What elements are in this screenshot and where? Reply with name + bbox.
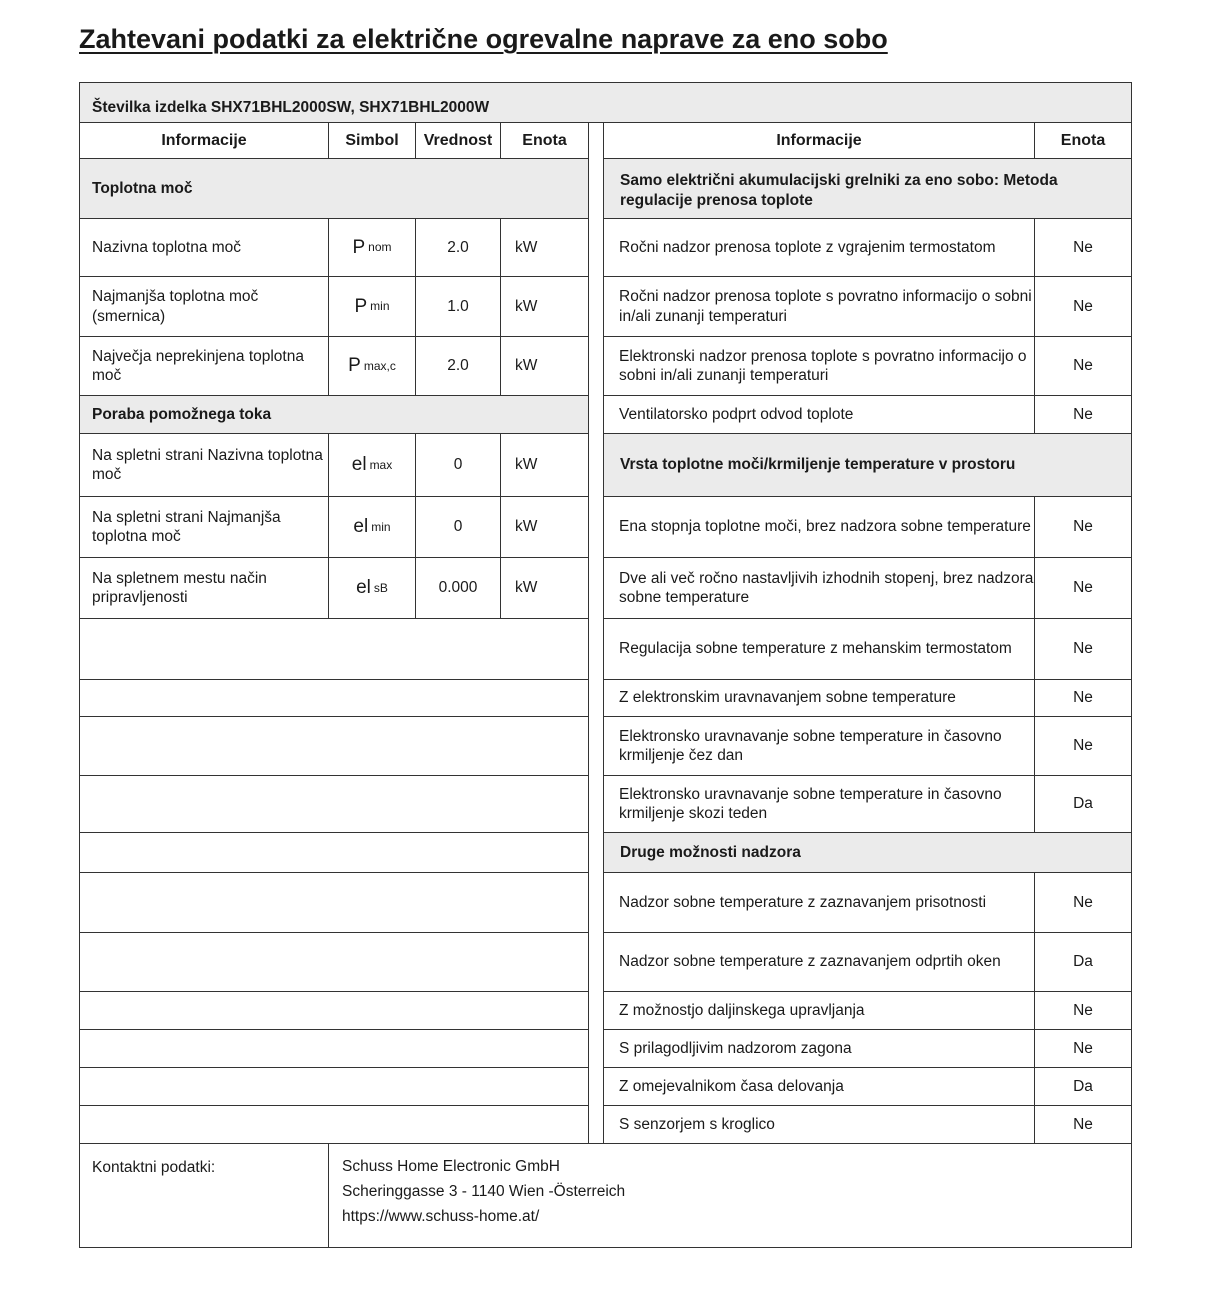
table-row-value: 0 bbox=[415, 496, 501, 558]
table-row-value: Ne bbox=[1034, 716, 1132, 776]
section-auxiliary-power: Poraba pomožnega toka bbox=[79, 395, 589, 434]
table-row-value: Da bbox=[1034, 932, 1132, 992]
empty-row bbox=[79, 716, 589, 776]
empty-row bbox=[79, 1067, 589, 1106]
contact-address: Scheringgasse 3 - 1140 Wien -Österreich bbox=[342, 1183, 626, 1200]
table-row-info: Ročni nadzor prenosa toplote z vgrajenim termostatom bbox=[603, 218, 1035, 277]
empty-row bbox=[79, 932, 589, 992]
table-row-value: 2.0 bbox=[415, 218, 501, 277]
table-row-value: Ne bbox=[1034, 1029, 1132, 1068]
table-row-value: 0 bbox=[415, 433, 501, 497]
table-row-info: Z možnostjo daljinskega upravljanja bbox=[603, 991, 1035, 1030]
table-row-info: Najmanjša toplotna moč (smernica) bbox=[79, 276, 329, 337]
table-row-unit: kW bbox=[500, 557, 589, 619]
table-row-info: Nadzor sobne temperature z zaznavanjem odprtih oken bbox=[603, 932, 1035, 992]
table-row-symbol: P max,c bbox=[328, 336, 416, 396]
table-row-symbol: el sB bbox=[328, 557, 416, 619]
right-header-unit: Enota bbox=[1034, 122, 1132, 159]
table-row-value: Ne bbox=[1034, 1105, 1132, 1144]
product-number: Številka izdelka SHX71BHL2000SW, SHX71BHL2000W bbox=[79, 82, 1132, 123]
empty-row bbox=[79, 991, 589, 1030]
table-row-value: Da bbox=[1034, 1067, 1132, 1106]
section-other-control: Druge možnosti nadzora bbox=[603, 832, 1132, 873]
empty-row bbox=[79, 832, 589, 873]
table-row-value: Ne bbox=[1034, 679, 1132, 717]
left-header-info: Informacije bbox=[79, 122, 329, 159]
empty-row bbox=[79, 1029, 589, 1068]
empty-row bbox=[79, 618, 589, 680]
section-heat-output-type: Vrsta toplotne moči/krmiljenje temperature v prostoru bbox=[603, 433, 1132, 497]
table-row-info: Na spletni strani Najmanjša toplotna moč bbox=[79, 496, 329, 558]
table-row-value: Ne bbox=[1034, 496, 1132, 558]
table-row-unit: kW bbox=[500, 276, 589, 337]
section-heat-output: Toplotna moč bbox=[79, 158, 589, 219]
table-row-info: Elektronsko uravnavanje sobne temperature in časovno krmiljenje čez dan bbox=[603, 716, 1035, 776]
table-row-info: S senzorjem s kroglico bbox=[603, 1105, 1035, 1144]
table-row-value: Ne bbox=[1034, 218, 1132, 277]
left-header-symbol: Simbol bbox=[328, 122, 416, 159]
table-row-info: Nazivna toplotna moč bbox=[79, 218, 329, 277]
table-row-info: Elektronsko uravnavanje sobne temperature in časovno krmiljenje skozi teden bbox=[603, 775, 1035, 833]
contact-company: Schuss Home Electronic GmbH bbox=[342, 1158, 560, 1175]
table-row-info: Ventilatorsko podprt odvod toplote bbox=[603, 395, 1035, 434]
empty-row bbox=[79, 679, 589, 717]
table-row-value: Ne bbox=[1034, 336, 1132, 396]
page-title: Zahtevani podatki za električne ogrevalne naprave za eno sobo bbox=[79, 24, 888, 54]
table-row-symbol: P nom bbox=[328, 218, 416, 277]
table-row-value: 2.0 bbox=[415, 336, 501, 396]
table-row-symbol: el max bbox=[328, 433, 416, 497]
table-row-value: Ne bbox=[1034, 395, 1132, 434]
table-row-symbol: P min bbox=[328, 276, 416, 337]
table-row-value: 1.0 bbox=[415, 276, 501, 337]
table-row-info: Elektronski nadzor prenosa toplote s povratno informacijo o sobni in/ali zunanji temperaturi bbox=[603, 336, 1035, 396]
table-row-value: Da bbox=[1034, 775, 1132, 833]
table-row-value: Ne bbox=[1034, 276, 1132, 337]
table-row-info: Največja neprekinjena toplotna moč bbox=[79, 336, 329, 396]
table-row-info: Ena stopnja toplotne moči, brez nadzora sobne temperature bbox=[603, 496, 1035, 558]
table-row-info: Regulacija sobne temperature z mehanskim termostatom bbox=[603, 618, 1035, 680]
table-row-value: Ne bbox=[1034, 618, 1132, 680]
table-row-unit: kW bbox=[500, 336, 589, 396]
table-row-info: Ročni nadzor prenosa toplote s povratno informacijo o sobni in/ali zunanji temperaturi bbox=[603, 276, 1035, 337]
section-storage-heaters: Samo električni akumulacijski grelniki za eno sobo: Metoda regulacije prenosa toplote bbox=[603, 158, 1132, 219]
left-header-unit: Enota bbox=[500, 122, 589, 159]
table-row-info: Nadzor sobne temperature z zaznavanjem prisotnosti bbox=[603, 872, 1035, 933]
table-row-symbol: el min bbox=[328, 496, 416, 558]
table-row-unit: kW bbox=[500, 433, 589, 497]
left-header-value: Vrednost bbox=[415, 122, 501, 159]
table-row-info: Na spletnem mestu način pripravljenosti bbox=[79, 557, 329, 619]
contact-label: Kontaktni podatki: bbox=[79, 1143, 329, 1248]
table-row-value: Ne bbox=[1034, 991, 1132, 1030]
table-row-value: Ne bbox=[1034, 557, 1132, 619]
table-row-info: Z omejevalnikom časa delovanja bbox=[603, 1067, 1035, 1106]
table-row-value: 0.000 bbox=[415, 557, 501, 619]
empty-row bbox=[79, 872, 589, 933]
table-row-unit: kW bbox=[500, 218, 589, 277]
contact-url[interactable]: https://www.schuss-home.at/ bbox=[342, 1208, 540, 1225]
empty-row bbox=[79, 775, 589, 833]
table-row-unit: kW bbox=[500, 496, 589, 558]
table-row-info: Na spletni strani Nazivna toplotna moč bbox=[79, 433, 329, 497]
contact-details bbox=[328, 1143, 1132, 1248]
table-row-value: Ne bbox=[1034, 872, 1132, 933]
right-header-info: Informacije bbox=[603, 122, 1035, 159]
table-row-info: S prilagodljivim nadzorom zagona bbox=[603, 1029, 1035, 1068]
column-separator bbox=[588, 122, 604, 1144]
empty-row bbox=[79, 1105, 589, 1144]
table-row-info: Z elektronskim uravnavanjem sobne temperature bbox=[603, 679, 1035, 717]
table-row-info: Dve ali več ročno nastavljivih izhodnih stopenj, brez nadzora sobne temperature bbox=[603, 557, 1035, 619]
